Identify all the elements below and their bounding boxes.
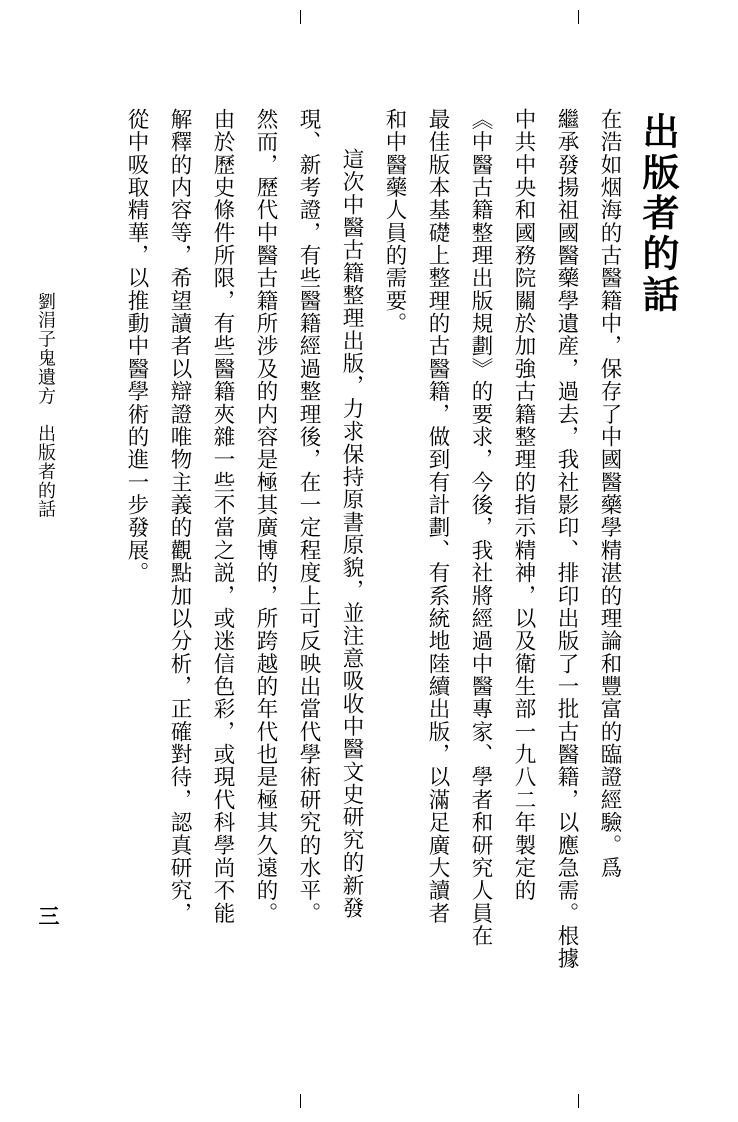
body-line-2: 繼承發揚祖國醫藥學遺産，過去，我社影印、排印出版了一批古醫籍，以應急需。根據	[554, 108, 579, 970]
body-line-11: 解釋的内容等，希望讀者以辯證唯物主義的觀點加以分析，正確對待，認真研究，	[167, 108, 192, 925]
body-line-9: 然而，歷代中醫古籍所涉及的内容是極其廣博的，所跨越的年代也是極其久遠的。	[253, 108, 278, 925]
running-title: 劉涓子鬼遺方 出版者的話	[35, 292, 56, 519]
body-line-6: 和中醫藥人員的需要。	[382, 108, 407, 335]
body-line-8: 現、新考證，有些醫籍經過整理後，在一定程度上可反映出當代學術研究的水平。	[296, 108, 321, 925]
registration-mark-bottom-left	[300, 1094, 301, 1108]
registration-mark-top-right	[578, 10, 579, 24]
body-text	[100, 108, 620, 1058]
page-number: 三	[36, 905, 61, 928]
registration-mark-top-left	[300, 10, 301, 24]
page-title: 出版者的話	[636, 112, 680, 316]
body-line-3: 中共中央和國務院關於加強古籍整理的指示精神，以及衛生部一九八二年製定的	[511, 108, 536, 902]
body-line-1: 在浩如烟海的古醫籍中，保存了中國醫藥學精湛的理論和豐富的臨證經驗。爲	[597, 108, 622, 880]
body-line-5: 最佳版本基礎上整理的古醫籍，做到有計劃、有系統地陸續出版，以滿足廣大讀者	[425, 108, 450, 925]
body-line-10: 由於歷史條件所限，有些醫籍夾雜一些不當之説，或迷信色彩，或現代科學尚不能	[210, 108, 235, 925]
body-line-12: 從中吸取精華，以推動中醫學術的進一步發展。	[124, 108, 149, 585]
registration-mark-bottom-right	[578, 1094, 579, 1108]
body-line-7: 這次中醫古籍整理出版，力求保持原書原貌，並注意吸收中醫文史研究的新發	[339, 148, 364, 920]
body-line-4: 《中醫古籍整理出版規劃》的要求，今後，我社將經過中醫專家、學者和研究人員在	[468, 108, 493, 948]
